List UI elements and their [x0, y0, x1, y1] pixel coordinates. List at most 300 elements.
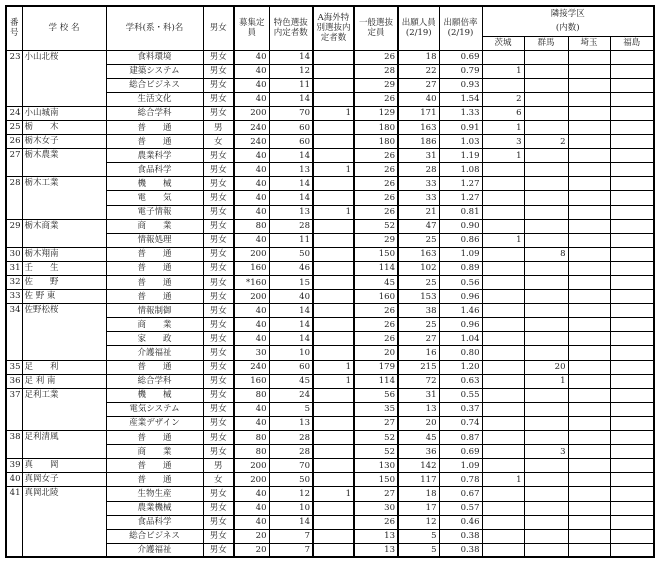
gunma-cell: [524, 191, 568, 205]
ibaraki-cell: [482, 276, 524, 290]
applicants-cell: 18: [398, 487, 439, 501]
gender-cell: 男女: [203, 163, 234, 177]
ratio-cell: 1.08: [439, 163, 482, 177]
dept-cell: 産業デザイン: [106, 416, 203, 430]
kaigai-cell: [313, 304, 354, 318]
quota-cell: 40: [234, 205, 269, 219]
saitama-cell: [568, 374, 610, 388]
dept-cell: 総合学科: [106, 374, 203, 388]
applicants-cell: 28: [398, 163, 439, 177]
dept-cell: 普 通: [106, 276, 203, 290]
fukushima-cell: [610, 388, 654, 402]
school-name: 栃木農業: [22, 149, 106, 177]
kaigai-cell: [313, 50, 354, 64]
saitama-cell: [568, 219, 610, 233]
saitama-cell: [568, 332, 610, 346]
saitama-cell: [568, 515, 610, 529]
ratio-cell: 1.27: [439, 191, 482, 205]
tokushoku-cell: 7: [269, 543, 313, 557]
gender-cell: 男女: [203, 402, 234, 416]
ibaraki-cell: [482, 346, 524, 360]
school-name: 足 利: [22, 360, 106, 374]
kaigai-cell: [313, 515, 354, 529]
applicants-cell: 31: [398, 149, 439, 163]
header-fukushima: 福島: [610, 36, 654, 50]
ippan-cell: 26: [354, 304, 398, 318]
gender-cell: 女: [203, 473, 234, 487]
applicants-cell: 21: [398, 205, 439, 219]
kaigai-cell: [313, 318, 354, 332]
quota-cell: 200: [234, 247, 269, 261]
fukushima-cell: [610, 416, 654, 430]
school-number: 34: [6, 304, 22, 360]
ippan-cell: 179: [354, 360, 398, 374]
ibaraki-cell: [482, 332, 524, 346]
dept-cell: 生物生産: [106, 487, 203, 501]
ibaraki-cell: [482, 163, 524, 177]
gender-cell: 男: [203, 120, 234, 134]
gender-cell: 男女: [203, 205, 234, 219]
applicants-cell: 18: [398, 50, 439, 64]
quota-cell: *160: [234, 276, 269, 290]
gunma-cell: [524, 529, 568, 543]
school-number: 31: [6, 261, 22, 275]
tokushoku-cell: 14: [269, 318, 313, 332]
tokushoku-cell: 13: [269, 163, 313, 177]
fukushima-cell: [610, 92, 654, 106]
ippan-cell: 114: [354, 374, 398, 388]
quota-cell: 80: [234, 219, 269, 233]
ippan-cell: 20: [354, 346, 398, 360]
ratio-cell: 0.96: [439, 318, 482, 332]
header-applicants: 出願人員(2/19): [398, 6, 439, 50]
gender-cell: 男女: [203, 543, 234, 557]
ippan-cell: 26: [354, 149, 398, 163]
applicants-cell: 40: [398, 92, 439, 106]
saitama-cell: [568, 149, 610, 163]
tokushoku-cell: 70: [269, 106, 313, 120]
kaigai-cell: [313, 276, 354, 290]
fukushima-cell: [610, 374, 654, 388]
tokushoku-cell: 70: [269, 459, 313, 473]
quota-cell: 40: [234, 487, 269, 501]
fukushima-cell: [610, 290, 654, 304]
applicants-cell: 5: [398, 543, 439, 557]
ippan-cell: 45: [354, 276, 398, 290]
dept-cell: 普 通: [106, 261, 203, 275]
school-number: 24: [6, 106, 22, 120]
fukushima-cell: [610, 149, 654, 163]
header-ibaraki: 茨城: [482, 36, 524, 50]
ratio-cell: 0.89: [439, 261, 482, 275]
gender-cell: 男女: [203, 247, 234, 261]
gunma-cell: [524, 50, 568, 64]
ibaraki-cell: [482, 191, 524, 205]
gunma-cell: [524, 163, 568, 177]
ratio-cell: 0.69: [439, 445, 482, 459]
table-body: [6, 50, 654, 557]
dept-cell: 普 通: [106, 290, 203, 304]
quota-cell: 40: [234, 149, 269, 163]
quota-cell: 160: [234, 261, 269, 275]
fukushima-cell: [610, 120, 654, 134]
quota-cell: 40: [234, 163, 269, 177]
ibaraki-cell: 3: [482, 135, 524, 149]
fukushima-cell: [610, 501, 654, 515]
school-name: 真岡北陵: [22, 487, 106, 557]
table-row: [6, 106, 654, 120]
gender-cell: 男女: [203, 416, 234, 430]
tokushoku-cell: 10: [269, 346, 313, 360]
applicants-cell: 33: [398, 191, 439, 205]
header-saitama: 埼玉: [568, 36, 610, 50]
school-number: 41: [6, 487, 22, 557]
saitama-cell: [568, 346, 610, 360]
ippan-cell: 29: [354, 78, 398, 92]
applicants-cell: 38: [398, 304, 439, 318]
table-row: [6, 459, 654, 473]
applicants-cell: 31: [398, 388, 439, 402]
gender-cell: 男女: [203, 374, 234, 388]
ratio-cell: 0.38: [439, 543, 482, 557]
quota-cell: 30: [234, 346, 269, 360]
fukushima-cell: [610, 261, 654, 275]
ippan-cell: 150: [354, 247, 398, 261]
ratio-cell: 0.78: [439, 473, 482, 487]
gunma-cell: [524, 487, 568, 501]
saitama-cell: [568, 78, 610, 92]
dept-cell: 電子情報: [106, 205, 203, 219]
applicants-cell: 13: [398, 402, 439, 416]
applicants-cell: 25: [398, 233, 439, 247]
gunma-cell: [524, 78, 568, 92]
saitama-cell: [568, 487, 610, 501]
ippan-cell: 29: [354, 233, 398, 247]
applicants-cell: 36: [398, 445, 439, 459]
ibaraki-cell: [482, 402, 524, 416]
ibaraki-cell: [482, 416, 524, 430]
gunma-cell: [524, 388, 568, 402]
quota-cell: 160: [234, 374, 269, 388]
kaigai-cell: [313, 501, 354, 515]
fukushima-cell: [610, 529, 654, 543]
ratio-cell: 1.33: [439, 106, 482, 120]
gunma-cell: [524, 473, 568, 487]
header-neighbor: [482, 6, 654, 36]
ippan-cell: 52: [354, 219, 398, 233]
school-name: 栃木工業: [22, 177, 106, 219]
gunma-cell: [524, 276, 568, 290]
fukushima-cell: [610, 64, 654, 78]
dept-cell: 建築システム: [106, 64, 203, 78]
table-row: [6, 120, 654, 134]
dept-cell: 介護福祉: [106, 346, 203, 360]
kaigai-cell: [313, 388, 354, 402]
school-name: 足利工業: [22, 388, 106, 430]
table-row: [6, 177, 654, 191]
saitama-cell: [568, 290, 610, 304]
dept-cell: 普 通: [106, 473, 203, 487]
ippan-cell: 26: [354, 205, 398, 219]
ratio-cell: 1.09: [439, 247, 482, 261]
header-neighbor-sub: (内数): [555, 23, 580, 34]
ratio-cell: 0.67: [439, 487, 482, 501]
ratio-cell: 0.86: [439, 233, 482, 247]
kaigai-cell: [313, 233, 354, 247]
ippan-cell: 180: [354, 135, 398, 149]
ratio-cell: 0.91: [439, 120, 482, 134]
ratio-cell: 0.79: [439, 64, 482, 78]
gender-cell: 男: [203, 459, 234, 473]
dept-cell: 介護福祉: [106, 543, 203, 557]
saitama-cell: [568, 261, 610, 275]
tokushoku-cell: 13: [269, 416, 313, 430]
applicants-cell: 117: [398, 473, 439, 487]
ibaraki-cell: [482, 290, 524, 304]
ippan-cell: 150: [354, 473, 398, 487]
fukushima-cell: [610, 360, 654, 374]
school-number: 38: [6, 431, 22, 459]
dept-cell: 普 通: [106, 431, 203, 445]
applicants-cell: 186: [398, 135, 439, 149]
ibaraki-cell: [482, 445, 524, 459]
tokushoku-cell: 10: [269, 501, 313, 515]
dept-cell: 農業科学: [106, 149, 203, 163]
ibaraki-cell: [482, 219, 524, 233]
kaigai-cell: [313, 473, 354, 487]
ratio-cell: 0.56: [439, 276, 482, 290]
gunma-cell: [524, 402, 568, 416]
fukushima-cell: [610, 515, 654, 529]
school-number: 37: [6, 388, 22, 430]
gender-cell: 男女: [203, 304, 234, 318]
saitama-cell: [568, 304, 610, 318]
gender-cell: 男女: [203, 149, 234, 163]
ibaraki-cell: 6: [482, 106, 524, 120]
applicants-cell: 163: [398, 120, 439, 134]
kaigai-cell: [313, 247, 354, 261]
kaigai-cell: [313, 431, 354, 445]
saitama-cell: [568, 529, 610, 543]
ibaraki-cell: [482, 78, 524, 92]
ratio-cell: 1.04: [439, 332, 482, 346]
header-school: 学 校 名: [22, 6, 106, 50]
kaigai-cell: [313, 149, 354, 163]
tokushoku-cell: 60: [269, 135, 313, 149]
saitama-cell: [568, 501, 610, 515]
dept-cell: 商 業: [106, 445, 203, 459]
gunma-cell: [524, 501, 568, 515]
saitama-cell: [568, 318, 610, 332]
ibaraki-cell: 1: [482, 64, 524, 78]
ratio-cell: 1.20: [439, 360, 482, 374]
gender-cell: 男女: [203, 191, 234, 205]
ratio-cell: 1.27: [439, 177, 482, 191]
header-tokushoku: 特色選抜内定者数: [269, 6, 313, 50]
ibaraki-cell: [482, 543, 524, 557]
gunma-cell: [524, 177, 568, 191]
fukushima-cell: [610, 473, 654, 487]
ippan-cell: 180: [354, 120, 398, 134]
ippan-cell: 13: [354, 529, 398, 543]
gender-cell: 男女: [203, 332, 234, 346]
kaigai-cell: [313, 416, 354, 430]
gender-cell: 男女: [203, 50, 234, 64]
ratio-cell: 0.87: [439, 431, 482, 445]
tokushoku-cell: 28: [269, 431, 313, 445]
ibaraki-cell: 1: [482, 149, 524, 163]
saitama-cell: [568, 64, 610, 78]
fukushima-cell: [610, 304, 654, 318]
saitama-cell: [568, 276, 610, 290]
gender-cell: 男女: [203, 529, 234, 543]
kaigai-cell: [313, 177, 354, 191]
fukushima-cell: [610, 163, 654, 177]
quota-cell: 200: [234, 290, 269, 304]
ratio-cell: 0.69: [439, 50, 482, 64]
ratio-cell: 0.81: [439, 205, 482, 219]
quota-cell: 40: [234, 402, 269, 416]
quota-cell: 40: [234, 92, 269, 106]
ibaraki-cell: [482, 304, 524, 318]
ippan-cell: 56: [354, 388, 398, 402]
ippan-cell: 26: [354, 318, 398, 332]
quota-cell: 40: [234, 304, 269, 318]
gender-cell: 男女: [203, 219, 234, 233]
applicants-cell: 22: [398, 64, 439, 78]
school-number: 32: [6, 276, 22, 290]
fukushima-cell: [610, 276, 654, 290]
gender-cell: 男女: [203, 388, 234, 402]
school-name: 足利清風: [22, 431, 106, 459]
ratio-cell: 0.37: [439, 402, 482, 416]
saitama-cell: [568, 543, 610, 557]
gunma-cell: [524, 290, 568, 304]
quota-cell: 40: [234, 177, 269, 191]
dept-cell: 総合ビジネス: [106, 78, 203, 92]
ippan-cell: 27: [354, 487, 398, 501]
kaigai-cell: 1: [313, 163, 354, 177]
tokushoku-cell: 14: [269, 149, 313, 163]
kaigai-cell: [313, 92, 354, 106]
quota-cell: 20: [234, 529, 269, 543]
gunma-cell: [524, 459, 568, 473]
gunma-cell: [524, 64, 568, 78]
ippan-cell: 26: [354, 177, 398, 191]
gender-cell: 男女: [203, 318, 234, 332]
kaigai-cell: 1: [313, 374, 354, 388]
saitama-cell: [568, 163, 610, 177]
ibaraki-cell: 1: [482, 473, 524, 487]
dept-cell: 農業機械: [106, 501, 203, 515]
gunma-cell: [524, 431, 568, 445]
applicants-cell: 171: [398, 106, 439, 120]
fukushima-cell: [610, 135, 654, 149]
quota-cell: 200: [234, 106, 269, 120]
ibaraki-cell: [482, 529, 524, 543]
fukushima-cell: [610, 543, 654, 557]
kaigai-cell: 1: [313, 487, 354, 501]
quota-cell: 40: [234, 318, 269, 332]
ippan-cell: 26: [354, 50, 398, 64]
school-name: 壬 生: [22, 261, 106, 275]
ratio-cell: 1.46: [439, 304, 482, 318]
ippan-cell: 26: [354, 92, 398, 106]
applicants-cell: 215: [398, 360, 439, 374]
saitama-cell: [568, 135, 610, 149]
tokushoku-cell: 14: [269, 191, 313, 205]
kaigai-cell: [313, 332, 354, 346]
gunma-cell: 3: [524, 445, 568, 459]
ibaraki-cell: [482, 360, 524, 374]
header-gender: 男女: [203, 6, 234, 50]
applicants-cell: 47: [398, 219, 439, 233]
kaigai-cell: [313, 346, 354, 360]
school-number: 25: [6, 120, 22, 134]
ippan-cell: 26: [354, 191, 398, 205]
header-quota: 募集定員: [234, 6, 269, 50]
saitama-cell: [568, 473, 610, 487]
ratio-cell: 1.19: [439, 149, 482, 163]
tokushoku-cell: 5: [269, 402, 313, 416]
ratio-cell: 0.46: [439, 515, 482, 529]
fukushima-cell: [610, 247, 654, 261]
ippan-cell: 30: [354, 501, 398, 515]
school-number: 36: [6, 374, 22, 388]
ibaraki-cell: [482, 50, 524, 64]
gender-cell: 男女: [203, 233, 234, 247]
gunma-cell: [524, 92, 568, 106]
school-name: 佐 野 東: [22, 290, 106, 304]
quota-cell: 40: [234, 501, 269, 515]
gunma-cell: [524, 219, 568, 233]
dept-cell: 普 通: [106, 459, 203, 473]
kaigai-cell: [313, 402, 354, 416]
gunma-cell: 1: [524, 374, 568, 388]
fukushima-cell: [610, 332, 654, 346]
dept-cell: 食品科学: [106, 163, 203, 177]
applicants-cell: 12: [398, 515, 439, 529]
tokushoku-cell: 60: [269, 120, 313, 134]
gender-cell: 男女: [203, 487, 234, 501]
saitama-cell: [568, 431, 610, 445]
applicants-cell: 33: [398, 177, 439, 191]
quota-cell: 40: [234, 78, 269, 92]
tokushoku-cell: 14: [269, 304, 313, 318]
dept-cell: 普 通: [106, 135, 203, 149]
school-number: 30: [6, 247, 22, 261]
quota-cell: 200: [234, 459, 269, 473]
fukushima-cell: [610, 50, 654, 64]
ratio-cell: 1.09: [439, 459, 482, 473]
ratio-cell: 0.96: [439, 290, 482, 304]
table-row: [6, 360, 654, 374]
fukushima-cell: [610, 459, 654, 473]
school-number: 27: [6, 149, 22, 177]
fukushima-cell: [610, 346, 654, 360]
quota-cell: 200: [234, 473, 269, 487]
ippan-cell: 114: [354, 261, 398, 275]
school-number: 29: [6, 219, 22, 247]
fukushima-cell: [610, 318, 654, 332]
ibaraki-cell: [482, 431, 524, 445]
kaigai-cell: 1: [313, 360, 354, 374]
table-row: [6, 473, 654, 487]
quota-cell: 240: [234, 135, 269, 149]
saitama-cell: [568, 388, 610, 402]
school-name: 佐 野: [22, 276, 106, 290]
school-name: 真岡女子: [22, 473, 106, 487]
